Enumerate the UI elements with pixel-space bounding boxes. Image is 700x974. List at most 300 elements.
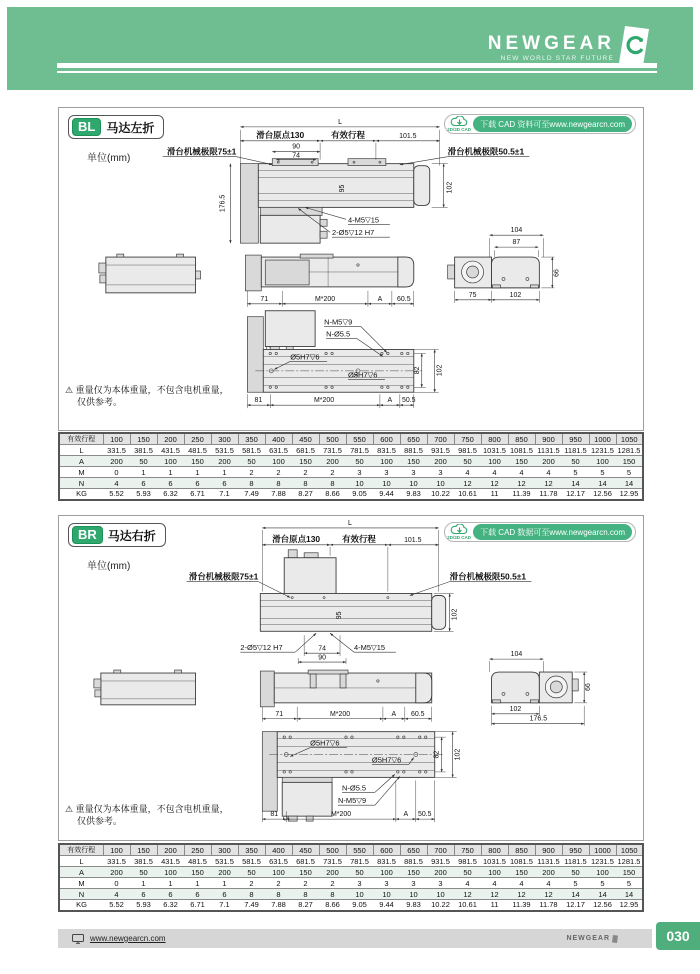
svg-text:87: 87 <box>512 239 521 247</box>
value-cell: 8 <box>303 478 308 488</box>
value-cell: 7.88 <box>271 900 286 910</box>
header-stripe-thick <box>57 63 657 68</box>
value-cell: 8 <box>330 889 335 899</box>
value-cell: 9.83 <box>406 900 421 910</box>
value-cell: 10 <box>409 889 418 899</box>
svg-text:50.5: 50.5 <box>402 397 416 405</box>
stroke-value-header: 350 <box>238 844 265 856</box>
value-cell: 100 <box>380 867 393 877</box>
value-cell: 931.5 <box>431 445 450 455</box>
value-cell: 6.71 <box>190 900 205 910</box>
row-label: A <box>78 867 84 877</box>
value-cell: 12 <box>490 478 499 488</box>
value-cell: 100 <box>380 456 393 466</box>
value-cell: 200 <box>110 867 123 877</box>
value-cell: 10.22 <box>431 900 450 910</box>
value-cell: 11.78 <box>539 900 558 910</box>
svg-text:101.5: 101.5 <box>399 132 417 140</box>
value-cell: 6 <box>141 478 146 488</box>
svg-text:101.5: 101.5 <box>404 536 422 544</box>
value-cell: 6.32 <box>163 900 178 910</box>
stroke-value-header: 100 <box>103 844 130 856</box>
value-cell: 150 <box>515 456 528 466</box>
value-cell: 100 <box>488 867 501 877</box>
stroke-value-header: 200 <box>157 844 184 856</box>
stroke-value-header: 300 <box>211 844 238 856</box>
value-cell: 100 <box>488 456 501 466</box>
model-code: BL <box>72 118 101 136</box>
stroke-value-header: 700 <box>427 844 454 856</box>
value-cell: 11 <box>490 900 499 910</box>
stroke-value-header: 300 <box>211 433 238 445</box>
warning-icon: ⚠ <box>65 804 74 814</box>
value-cell: 531.5 <box>215 856 234 866</box>
value-cell: 4 <box>519 878 524 888</box>
svg-text:有效行程: 有效行程 <box>342 533 376 544</box>
value-cell: 7.88 <box>271 489 286 499</box>
header-stripe-thin <box>57 71 657 73</box>
value-cell: 5 <box>626 878 632 888</box>
svg-text:滑台机械极限75±1: 滑台机械极限75±1 <box>166 146 237 157</box>
stroke-value-header: 250 <box>184 844 211 856</box>
value-cell: 2 <box>249 878 254 888</box>
value-cell: 1181.5 <box>564 856 587 866</box>
table-row <box>59 856 643 867</box>
row-label: KG <box>76 900 87 910</box>
value-cell: 50 <box>139 867 148 877</box>
weight-note: ⚠ 重量仅为本体重量，不包含电机重量， 仅供参考。 <box>65 385 229 407</box>
footer-website-link[interactable]: www.newgearcn.com <box>90 934 166 943</box>
bl-end-view <box>448 227 561 303</box>
brand-logo-text: NEWGEAR <box>487 33 615 54</box>
value-cell: 5.93 <box>136 900 151 910</box>
svg-text:Ø5H7▽6: Ø5H7▽6 <box>348 370 378 380</box>
value-cell: 100 <box>272 456 285 466</box>
value-cell: 9.05 <box>352 900 367 910</box>
stroke-value-header: 450 <box>292 433 319 445</box>
svg-text:M*200: M*200 <box>314 397 335 405</box>
svg-text:N-Ø5.5: N-Ø5.5 <box>326 329 351 339</box>
br-end-view <box>490 651 593 726</box>
stroke-value-header: 500 <box>319 844 346 856</box>
value-cell: 1 <box>168 878 173 888</box>
cloud-download-icon: 2D/3D CAD <box>447 116 471 132</box>
stroke-value-header: 100 <box>103 433 130 445</box>
svg-text:L: L <box>338 118 342 126</box>
svg-text:60.5: 60.5 <box>410 710 425 718</box>
value-cell: 10 <box>355 889 364 899</box>
value-cell: 1 <box>195 467 200 477</box>
value-cell: 12 <box>463 478 472 488</box>
svg-text:N-Ø5.5: N-Ø5.5 <box>342 783 367 793</box>
stroke-value-header: 400 <box>265 433 292 445</box>
value-cell: 1231.5 <box>591 445 614 455</box>
row-label: M <box>78 878 85 888</box>
value-cell: 50 <box>571 867 580 877</box>
value-cell: 10 <box>355 478 364 488</box>
model-badge-br <box>68 523 166 547</box>
svg-text:95: 95 <box>339 184 347 193</box>
svg-text:74: 74 <box>292 152 301 160</box>
weight-note: ⚠ 重量仅为本体重量，不包含电机重量， 仅供参考。 <box>65 804 229 826</box>
svg-text:75: 75 <box>468 291 477 299</box>
value-cell: 981.5 <box>458 445 477 455</box>
value-cell: 7.49 <box>244 489 259 499</box>
stroke-value-header: 200 <box>157 433 184 445</box>
model-code: BR <box>72 526 103 544</box>
svg-text:Ø5H7▽6: Ø5H7▽6 <box>371 755 402 765</box>
value-cell: 1281.5 <box>617 445 641 455</box>
value-cell: 14 <box>598 889 607 899</box>
value-cell: 50 <box>247 867 256 877</box>
svg-text:104: 104 <box>510 651 523 659</box>
value-cell: 12.17 <box>566 900 585 910</box>
value-cell: 150 <box>622 867 636 877</box>
value-cell: 4 <box>492 467 497 477</box>
value-cell: 781.5 <box>350 445 369 455</box>
stroke-value-header: 150 <box>130 844 157 856</box>
value-cell: 12 <box>517 889 526 899</box>
value-cell: 200 <box>434 867 447 877</box>
row-label: L <box>79 445 84 455</box>
value-cell: 481.5 <box>188 445 207 455</box>
value-cell: 881.5 <box>404 856 423 866</box>
svg-text:71: 71 <box>260 295 269 303</box>
value-cell: 1281.5 <box>617 856 641 866</box>
svg-text:A: A <box>403 811 409 819</box>
svg-text:74: 74 <box>318 645 326 653</box>
cad-download-button-bl[interactable] <box>444 114 636 134</box>
svg-text:176.5: 176.5 <box>219 194 227 213</box>
value-cell: 3 <box>411 878 416 888</box>
value-cell: 50 <box>463 867 472 877</box>
value-cell: 6.32 <box>163 489 178 499</box>
value-cell: 150 <box>191 867 204 877</box>
svg-text:4-M5▽15: 4-M5▽15 <box>353 643 386 653</box>
row-label: KG <box>76 489 87 499</box>
value-cell: 11 <box>490 489 499 499</box>
svg-text:102: 102 <box>446 181 454 194</box>
svg-text:A: A <box>387 397 393 405</box>
value-cell: 50 <box>355 867 364 877</box>
value-cell: 100 <box>596 867 609 877</box>
value-cell: 4 <box>492 878 497 888</box>
value-cell: 3 <box>438 467 443 477</box>
value-cell: 50 <box>247 456 256 466</box>
row-label: M <box>78 467 85 477</box>
svg-text:N-M5▽9: N-M5▽9 <box>324 317 353 327</box>
svg-text:82: 82 <box>433 750 441 759</box>
value-cell: 10 <box>436 889 445 899</box>
stroke-value-header: 950 <box>562 844 589 856</box>
svg-text:滑台机械极限50.5±1: 滑台机械极限50.5±1 <box>449 571 527 582</box>
bl-bottom-view <box>247 311 443 408</box>
value-cell: 1131.5 <box>537 445 560 455</box>
value-cell: 11.39 <box>512 489 531 499</box>
value-cell: 681.5 <box>296 856 315 866</box>
stroke-value-header: 700 <box>427 433 454 445</box>
svg-text:A: A <box>391 710 397 718</box>
value-cell: 6 <box>141 889 146 899</box>
value-cell: 150 <box>299 456 312 466</box>
svg-text:滑台机械极限50.5±1: 滑台机械极限50.5±1 <box>447 146 525 157</box>
cloud-download-icon: 2D/3D CAD <box>447 524 471 540</box>
stroke-value-header: 750 <box>454 844 481 856</box>
stroke-value-header: 850 <box>508 433 535 445</box>
svg-text:M*200: M*200 <box>330 811 352 819</box>
stroke-value-header: 550 <box>346 844 373 856</box>
value-cell: 12 <box>490 889 499 899</box>
value-cell: 150 <box>622 456 636 466</box>
value-cell: 11.39 <box>512 900 531 910</box>
value-cell: 9.05 <box>352 489 367 499</box>
value-cell: 381.5 <box>134 445 153 455</box>
stroke-value-header: 1050 <box>616 844 643 856</box>
value-cell: 1 <box>222 467 227 477</box>
table-header-row <box>59 433 643 445</box>
value-cell: 5 <box>573 878 578 888</box>
value-cell: 2 <box>330 878 335 888</box>
value-cell: 1 <box>222 878 227 888</box>
value-cell: 14 <box>598 478 607 488</box>
value-cell: 50 <box>463 456 472 466</box>
stroke-value-header: 800 <box>481 844 508 856</box>
value-cell: 331.5 <box>107 856 126 866</box>
stroke-value-header: 1000 <box>589 433 616 445</box>
value-cell: 4 <box>465 878 470 888</box>
value-cell: 5.52 <box>109 489 124 499</box>
table-row <box>59 878 643 889</box>
value-cell: 12 <box>544 889 553 899</box>
stroke-value-header: 950 <box>562 433 589 445</box>
value-cell: 2 <box>303 467 308 477</box>
stroke-value-header: 350 <box>238 433 265 445</box>
value-cell: 8.27 <box>298 900 313 910</box>
value-cell: 6 <box>222 889 227 899</box>
value-cell: 4 <box>546 467 551 477</box>
model-title: 马达左折 <box>106 120 155 135</box>
value-cell: 200 <box>326 867 339 877</box>
value-cell: 11.78 <box>539 489 558 499</box>
value-cell: 6 <box>195 478 200 488</box>
value-cell: 150 <box>299 867 312 877</box>
value-cell: 200 <box>218 867 231 877</box>
footer-brand-logo: NEWGEAR <box>566 935 618 943</box>
value-cell: 481.5 <box>188 856 207 866</box>
value-cell: 531.5 <box>215 445 234 455</box>
value-cell: 1031.5 <box>483 445 506 455</box>
br-side-view-small <box>94 670 196 705</box>
svg-text:2-Ø5▽12 H7: 2-Ø5▽12 H7 <box>240 643 283 653</box>
value-cell: 50 <box>571 456 580 466</box>
table-row <box>59 900 643 911</box>
br-plan-view <box>260 550 445 631</box>
value-cell: 8 <box>330 478 335 488</box>
value-cell: 10 <box>382 889 391 899</box>
table-row <box>59 489 643 500</box>
value-cell: 4 <box>546 878 551 888</box>
value-cell: 431.5 <box>161 445 180 455</box>
row-label: N <box>78 889 85 899</box>
svg-text:A: A <box>377 295 383 303</box>
value-cell: 3 <box>411 467 416 477</box>
value-cell: 5 <box>600 878 605 888</box>
svg-text:滑台原点130: 滑台原点130 <box>272 533 321 544</box>
value-cell: 731.5 <box>323 856 342 866</box>
value-cell: 8 <box>303 889 308 899</box>
value-cell: 3 <box>384 878 389 888</box>
value-cell: 331.5 <box>107 445 126 455</box>
svg-text:102: 102 <box>454 748 462 761</box>
value-cell: 2 <box>303 878 308 888</box>
svg-text:102: 102 <box>509 291 522 299</box>
stroke-value-header: 750 <box>454 433 481 445</box>
cad-download-label: 下载 CAD 数据可至www.newgearcn.com <box>473 524 632 540</box>
value-cell: 581.5 <box>242 856 261 866</box>
value-cell: 10.61 <box>458 489 477 499</box>
value-cell: 2 <box>276 878 281 888</box>
stroke-value-header: 1000 <box>589 844 616 856</box>
value-cell: 431.5 <box>161 856 180 866</box>
footer-bar <box>58 929 652 948</box>
value-cell: 1 <box>168 467 173 477</box>
value-cell: 681.5 <box>296 445 315 455</box>
stroke-value-header: 150 <box>130 433 157 445</box>
svg-text:Ø5H7▽6: Ø5H7▽6 <box>290 352 320 362</box>
svg-text:81: 81 <box>254 397 263 405</box>
header-banner <box>7 7 693 90</box>
stroke-value-header: 900 <box>535 433 562 445</box>
table-row <box>59 867 643 878</box>
value-cell: 8.66 <box>325 900 340 910</box>
value-cell: 10.22 <box>431 489 450 499</box>
br-bottom-view <box>262 732 461 822</box>
value-cell: 100 <box>272 867 285 877</box>
value-cell: 12.95 <box>619 900 639 910</box>
value-cell: 6.71 <box>190 489 205 499</box>
svg-text:M*200: M*200 <box>329 710 351 718</box>
table-row <box>59 478 643 489</box>
value-cell: 381.5 <box>134 856 153 866</box>
value-cell: 1 <box>141 878 146 888</box>
value-cell: 200 <box>326 456 339 466</box>
value-cell: 150 <box>191 456 204 466</box>
value-cell: 1081.5 <box>510 445 533 455</box>
svg-text:L: L <box>348 519 352 527</box>
value-cell: 14 <box>624 889 634 899</box>
value-cell: 5.52 <box>109 900 124 910</box>
value-cell: 6 <box>222 478 227 488</box>
svg-text:95: 95 <box>336 611 344 620</box>
section-motor-right-fold <box>58 515 644 841</box>
value-cell: 10 <box>436 478 445 488</box>
stroke-value-header: 450 <box>292 844 319 856</box>
stroke-value-header: 650 <box>400 844 427 856</box>
value-cell: 831.5 <box>377 445 396 455</box>
svg-text:Ø5H7▽6: Ø5H7▽6 <box>310 738 340 748</box>
value-cell: 100 <box>596 456 609 466</box>
value-cell: 581.5 <box>242 445 261 455</box>
section-motor-left-fold <box>58 107 644 431</box>
value-cell: 3 <box>357 467 362 477</box>
value-cell: 200 <box>434 456 447 466</box>
value-cell: 150 <box>407 867 420 877</box>
stroke-value-header: 900 <box>535 844 562 856</box>
value-cell: 200 <box>110 456 123 466</box>
value-cell: 5 <box>626 467 632 477</box>
stroke-value-header: 600 <box>373 844 400 856</box>
value-cell: 8.27 <box>298 489 313 499</box>
value-cell: 12 <box>463 889 472 899</box>
stroke-value-header: 800 <box>481 433 508 445</box>
svg-text:176.5: 176.5 <box>529 715 548 723</box>
value-cell: 0 <box>114 467 119 477</box>
table-header-row <box>59 844 643 856</box>
cad-download-button-br[interactable] <box>444 522 636 542</box>
value-cell: 8 <box>249 889 254 899</box>
value-cell: 0 <box>114 878 119 888</box>
value-cell: 5 <box>600 467 605 477</box>
newgear-logo-mark-icon <box>619 26 649 66</box>
table-row <box>59 467 643 478</box>
unit-label: 单位(mm) <box>87 561 131 572</box>
value-cell: 150 <box>407 456 420 466</box>
monitor-icon <box>72 934 84 944</box>
stroke-header-cell: 有效行程 <box>59 844 103 856</box>
value-cell: 12 <box>544 478 553 488</box>
value-cell: 14 <box>571 889 580 899</box>
svg-text:90: 90 <box>292 143 301 151</box>
svg-text:2-Ø5▽12 H7: 2-Ø5▽12 H7 <box>332 228 375 238</box>
value-cell: 12.95 <box>619 489 639 499</box>
stroke-value-header: 400 <box>265 844 292 856</box>
value-cell: 12.56 <box>593 900 612 910</box>
value-cell: 5.93 <box>136 489 151 499</box>
row-label: L <box>79 856 84 866</box>
dimension-table-br <box>58 843 644 912</box>
value-cell: 100 <box>164 456 177 466</box>
value-cell: 2 <box>249 467 254 477</box>
value-cell: 631.5 <box>269 445 288 455</box>
value-cell: 6 <box>195 889 200 899</box>
value-cell: 881.5 <box>404 445 423 455</box>
value-cell: 2 <box>276 467 281 477</box>
stroke-value-header: 550 <box>346 433 373 445</box>
svg-text:71: 71 <box>275 710 284 718</box>
value-cell: 831.5 <box>377 856 396 866</box>
value-cell: 9.44 <box>379 489 394 499</box>
value-cell: 1131.5 <box>537 856 560 866</box>
svg-text:60.5: 60.5 <box>397 295 411 303</box>
value-cell: 5 <box>573 467 578 477</box>
value-cell: 1081.5 <box>510 856 533 866</box>
value-cell: 3 <box>357 878 362 888</box>
value-cell: 150 <box>515 867 528 877</box>
svg-text:102: 102 <box>451 608 459 621</box>
value-cell: 1 <box>195 878 200 888</box>
value-cell: 6 <box>168 889 173 899</box>
page-number-badge: 030 <box>656 922 700 950</box>
value-cell: 3 <box>438 878 443 888</box>
value-cell: 731.5 <box>323 445 342 455</box>
svg-text:104: 104 <box>510 227 523 235</box>
value-cell: 12 <box>517 478 526 488</box>
bl-technical-drawing <box>59 108 643 430</box>
value-cell: 14 <box>624 478 634 488</box>
unit-label: 单位(mm) <box>87 153 131 164</box>
value-cell: 200 <box>218 456 231 466</box>
svg-text:66: 66 <box>553 269 561 277</box>
